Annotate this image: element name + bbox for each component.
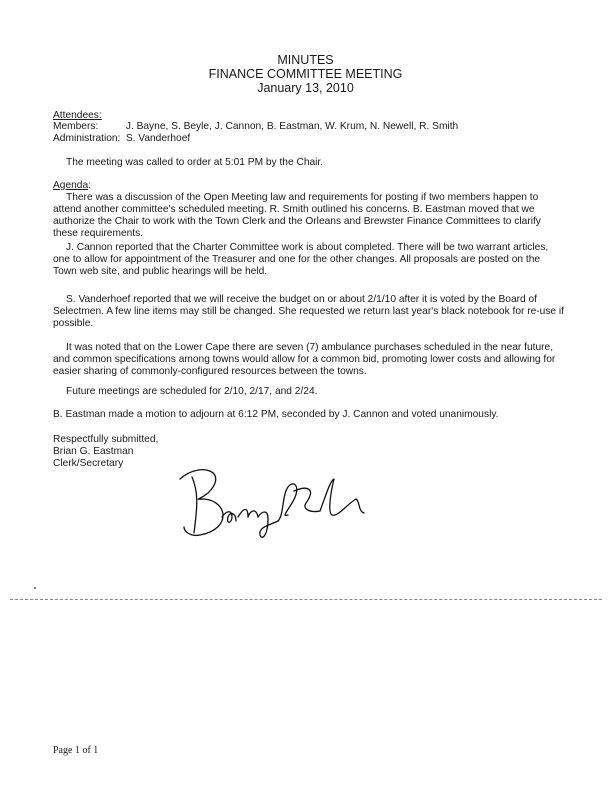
agenda-paragraph-4 [53,342,573,378]
agenda-p4-line: easier sharing of commonly-configured resources between the towns. [53,366,367,377]
administration-label: Administration: [53,133,121,144]
administration-value: S. Vanderhoef [125,133,191,144]
handwritten-signature [170,455,390,545]
agenda-p5-text: Future meetings are scheduled for 2/10, 2/17, and 2/24. [66,386,318,397]
call-to-order-text: The meeting was called to order at 5:01 PM by the Chair. [66,157,324,168]
header-title: MINUTES [277,53,334,67]
agenda-p4-line: and common specifications among towns would allow for a common bid, promoting lower costs and allowing for [53,354,556,365]
agenda-p4-line: It was noted that on the Lower Cape there are seven (7) ambulance purchases scheduled in the near future, [66,342,554,353]
agenda-p6-text: B. Eastman made a motion to adjourn at 6:12 PM, seconded by J. Cannon and voted unanimously. [53,409,499,420]
agenda-heading-text: Agenda [53,180,89,191]
agenda-paragraph-2 [53,242,573,278]
closing-block [53,434,158,470]
members-row [53,121,458,133]
agenda-p2-line: Town web site, and public hearings will be held. [53,266,268,277]
agenda-p3-line: Selectmen. A few line items may still be changed. She requested we return last year's black notebook for re-use if [53,306,565,317]
agenda-heading-colon: : [88,180,91,191]
agenda-paragraph-3 [53,294,573,330]
header-committee: FINANCE COMMITTEE MEETING [208,67,403,81]
agenda-p1-line: There was a discussion of the Open Meeting law and requirements for posting if two members happen to [66,192,539,203]
closing-salutation: Respectfully submitted, [53,434,159,445]
page-number: Page 1 of 1 [53,745,99,756]
page-divider [10,599,602,600]
scan-speck [34,587,36,589]
agenda-p1-line: these requirements. [53,228,144,239]
document-header [0,53,611,95]
agenda-p1-line: authorize the Chair to work with the Town Clerk and the Orleans and Brewster Finance Committees to clarify [53,216,541,227]
agenda-paragraph-6 [53,409,573,421]
agenda-section [53,180,573,240]
agenda-p2-line: one to allow for appointment of the Treasurer and one for the other changes. All proposals are posted on the [53,254,541,265]
call-to-order [53,157,573,169]
members-label: Members: [53,121,99,132]
attendees-heading: Attendees: [53,110,102,121]
agenda-heading [53,180,573,192]
header-date: January 13, 2010 [257,81,354,95]
agenda-p2-line: J. Cannon reported that the Charter Committee work is about completed. There will be two warrant articles, [66,242,549,253]
members-value: J. Bayne, S. Beyle, J. Cannon, B. Eastman, W. Krum, N. Newell, R. Smith [125,121,459,132]
agenda-p3-line: possible. [53,318,94,329]
agenda-paragraph-1 [53,192,573,240]
administration-row [53,133,190,145]
agenda-paragraph-5 [53,386,573,398]
agenda-p1-line: attend another committee's scheduled meeting. R. Smith outlined his concerns. B. Eastman moved that we [53,204,535,215]
closing-name: Brian G. Eastman [53,446,134,457]
agenda-p3-line: S. Vanderhoef reported that we will receive the budget on or about 2/1/10 after it is voted by the Board of [66,294,537,305]
closing-title: Clerk/Secretary [53,458,124,469]
